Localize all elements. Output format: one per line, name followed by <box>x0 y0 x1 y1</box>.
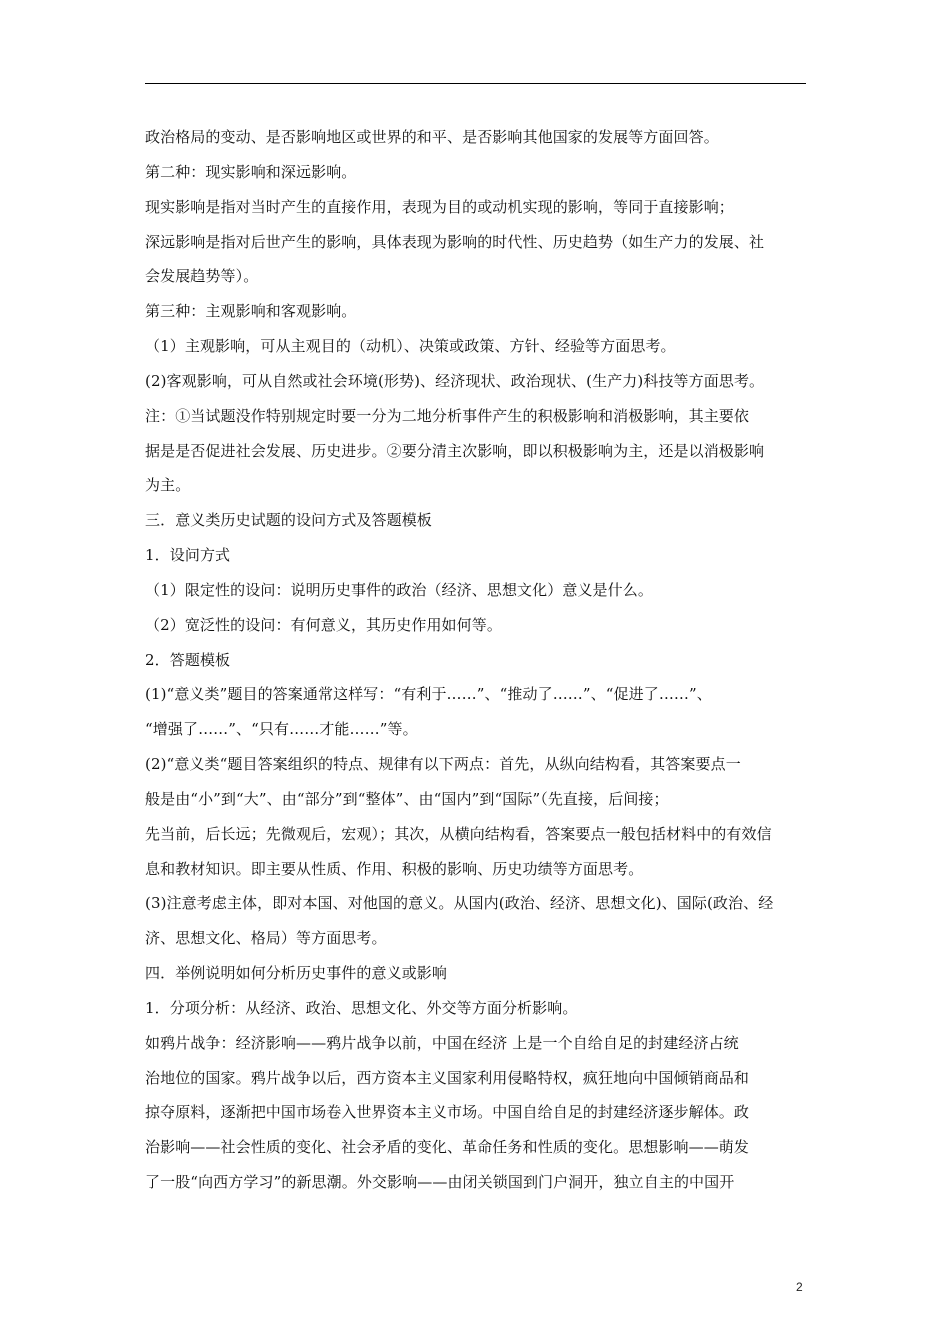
text-line: （2）宽泛性的设问：有何意义，其历史作用如何等。 <box>145 616 502 634</box>
text-line: 般是由“小”到“大”、由“部分”到“整体”、由“国内”到“国际”（先直接，后间接； <box>145 790 669 808</box>
text-line: 先当前，后长远；先微观后，宏观）；其次，从横向结构看，答案要点一般包括材料中的有效信 <box>145 825 772 843</box>
header-rule <box>145 83 806 84</box>
page-number: 2 <box>796 1280 803 1294</box>
text-line: 1．设问方式 <box>145 546 231 564</box>
text-line: 政治格局的变动、是否影响地区或世界的和平、是否影响其他国家的发展等方面回答。 <box>145 128 719 146</box>
text-line: 会发展趋势等）。 <box>145 267 259 285</box>
text-line: 息和教材知识。即主要从性质、作用、积极的影响、历史功绩等方面思考。 <box>145 860 644 878</box>
text-line: 注：①当试题没作特别规定时要一分为二地分析事件产生的积极影响和消极影响，其主要依 <box>145 407 750 425</box>
text-line: 第三种：主观影响和客观影响。 <box>145 302 357 320</box>
text-line: (2)“意义类“题目答案组织的特点、规律有以下两点：首先，从纵向结构看，其答案要点一 <box>145 755 741 773</box>
text-line: (2)客观影响，可从自然或社会环境(形势)、经济现状、政治现状、(生产力)科技等方面思考。 <box>145 372 765 390</box>
text-line: 治影响——社会性质的变化、社会矛盾的变化、革命任务和性质的变化。思想影响——萌发 <box>145 1138 750 1156</box>
text-line: 济、思想文化、格局）等方面思考。 <box>145 929 387 947</box>
text-line: （1）主观影响，可从主观目的（动机）、决策或政策、方针、经验等方面思考。 <box>145 337 676 355</box>
text-line: 现实影响是指对当时产生的直接作用，表现为目的或动机实现的影响，等同于直接影响； <box>145 198 734 216</box>
text-line: （1）限定性的设问：说明历史事件的政治（经济、思想文化）意义是什么。 <box>145 581 653 599</box>
text-line: (1)“意义类”题目的答案通常这样写：“有利于……”、“推动了……”、“促进了……”、 <box>145 685 712 703</box>
text-line: 为主。 <box>145 476 191 494</box>
text-line: 深远影响是指对后世产生的影响，具体表现为影响的时代性、历史趋势（如生产力的发展、社 <box>145 233 765 251</box>
text-line: 掠夺原料，逐渐把中国市场卷入世界资本主义市场。中国自给自足的封建经济逐步解体。政 <box>145 1103 750 1121</box>
text-line: 2．答题模板 <box>145 651 231 669</box>
text-line: 第二种：现实影响和深远影响。 <box>145 163 357 181</box>
text-line: 治地位的国家。鸦片战争以后，西方资本主义国家利用侵略特权，疯狂地向中国倾销商品和 <box>145 1069 750 1087</box>
text-line: (3)注意考虑主体，即对本国、对他国的意义。从国内(政治、经济、思想文化)、国际(政治、经 <box>145 894 774 912</box>
text-line: “增强了……”、“只有……才能……”等。 <box>145 720 418 738</box>
text-line: 了一股“向西方学习”的新思潮。外交影响——由闭关锁国到门户洞开，独立自主的中国开 <box>145 1173 735 1191</box>
text-line: 四．举例说明如何分析历史事件的意义或影响 <box>145 964 448 982</box>
text-line: 三．意义类历史试题的设问方式及答题模板 <box>145 511 432 529</box>
text-line: 如鸦片战争：经济影响——鸦片战争以前，中国在经济 上是一个自给自足的封建经济占统 <box>145 1034 739 1052</box>
text-line: 1．分项分析：从经济、政治、思想文化、外交等方面分析影响。 <box>145 999 578 1017</box>
text-line: 据是是否促进社会发展、历史进步。②要分清主次影响，即以积极影响为主，还是以消极影响 <box>145 442 765 460</box>
